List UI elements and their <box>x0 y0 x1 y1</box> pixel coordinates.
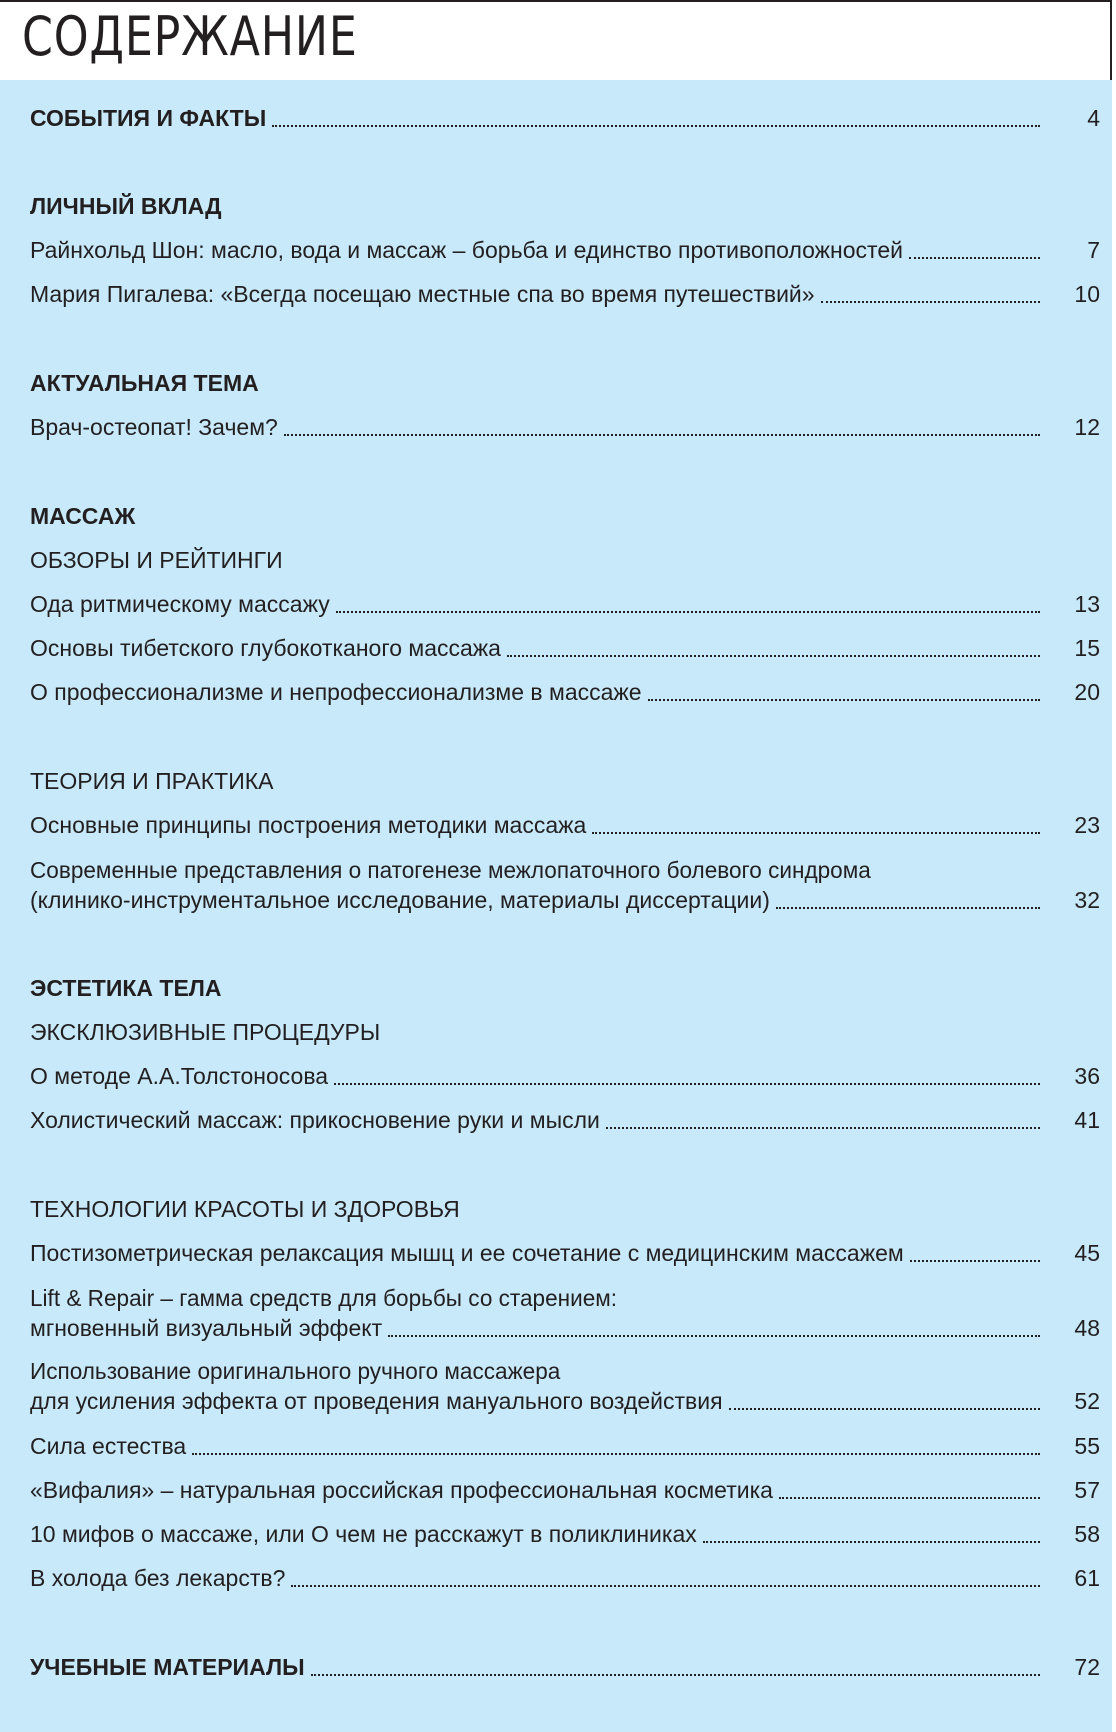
page-number: 23 <box>1074 812 1100 838</box>
subsection-heading: ЭКСКЛЮЗИВНЫЕ ПРОЦЕДУРЫ <box>30 1019 381 1045</box>
entry-title: Постизометрическая релаксация мышц и ее сочетание с медицинским массажем <box>30 1240 904 1266</box>
leader-dots <box>336 609 1040 613</box>
entry-title: Холистический массаж: прикосновение руки и мысли <box>30 1107 600 1133</box>
toc-entry[interactable] <box>30 272 1100 316</box>
toc-entry[interactable] <box>30 1512 1100 1556</box>
toc-entry-training[interactable] <box>30 1645 1100 1689</box>
leader-dots <box>284 432 1040 436</box>
toc-entry[interactable] <box>30 1424 1100 1468</box>
page-number: 15 <box>1074 635 1100 661</box>
entry-title: О методе А.А.Толстоносова <box>30 1063 329 1089</box>
leader-dots <box>334 1081 1040 1085</box>
entry-title-line2: мгновенный визуальный эффект <box>30 1315 383 1341</box>
entry-title: В холода без лекарств? <box>30 1565 286 1591</box>
page-number: 48 <box>1074 1315 1100 1341</box>
toc-entry[interactable] <box>30 1054 1100 1098</box>
page-number: 10 <box>1074 281 1100 307</box>
page-number: 36 <box>1074 1063 1100 1089</box>
leader-dots <box>507 653 1040 657</box>
entry-title: О профессионализме и непрофессионализме в массаже <box>30 679 642 705</box>
entry-title: Врач-остеопат! Зачем? <box>30 414 278 440</box>
page-number: 12 <box>1074 414 1100 440</box>
toc-entry[interactable] <box>30 405 1100 449</box>
leader-dots <box>776 905 1040 909</box>
subsection-heading: ОБЗОРЫ И РЕЙТИНГИ <box>30 547 283 573</box>
section-heading: АКТУАЛЬНАЯ ТЕМА <box>30 370 259 396</box>
section-heading: ЭСТЕТИКА ТЕЛА <box>30 975 222 1001</box>
entry-title: Райнхольд Шон: масло, вода и массаж – борьба и единство противоположностей <box>30 237 903 263</box>
toc-entry-events[interactable] <box>30 96 1100 140</box>
entry-title: «Вифалия» – натуральная российская профессиональная косметика <box>30 1477 773 1503</box>
leader-dots <box>311 1672 1040 1676</box>
page-number: 13 <box>1074 591 1100 617</box>
leader-dots <box>821 299 1040 303</box>
leader-dots <box>272 123 1040 127</box>
toc-entry[interactable] <box>30 626 1100 670</box>
leader-dots <box>606 1125 1040 1129</box>
toc-entry-multiline[interactable] <box>30 855 1100 935</box>
toc-entry[interactable] <box>30 582 1100 626</box>
entry-title-line2: для усиления эффекта от проведения мануального воздействия <box>30 1388 723 1414</box>
section-heading: МАССАЖ <box>30 503 136 529</box>
entry-title: 10 мифов о массаже, или О чем не расскажут в поликлиниках <box>30 1521 697 1547</box>
leader-dots <box>729 1406 1040 1410</box>
subsection-heading: ТЕХНОЛОГИИ КРАСОТЫ И ЗДОРОВЬЯ <box>30 1196 460 1222</box>
subsection-heading: ТЕОРИЯ И ПРАКТИКА <box>30 768 274 794</box>
entry-title: Мария Пигалева: «Всегда посещаю местные спа во время путешествий» <box>30 281 815 307</box>
leader-dots <box>703 1539 1040 1543</box>
toc-entry[interactable] <box>30 1098 1100 1142</box>
page-title: СОДЕРЖАНИЕ <box>22 5 358 68</box>
section-heading: ЛИЧНЫЙ ВКЛАД <box>30 193 222 219</box>
entry-title-line1: Lift & Repair – гамма средств для борьбы со старением: <box>30 1285 618 1311</box>
page-number: 20 <box>1074 679 1100 705</box>
entry-title: Ода ритмическому массажу <box>30 591 330 617</box>
entry-title: Основы тибетского глубокотканого массажа <box>30 635 501 661</box>
leader-dots <box>192 1451 1040 1455</box>
leader-dots <box>648 697 1040 701</box>
section-heading: СОБЫТИЯ И ФАКТЫ <box>30 105 267 131</box>
toc-entry[interactable] <box>30 1556 1100 1600</box>
toc-entry[interactable] <box>30 803 1100 847</box>
page-number: 32 <box>1074 887 1100 913</box>
leader-dots <box>909 255 1040 259</box>
page-number: 57 <box>1074 1477 1100 1503</box>
toc-entry[interactable] <box>30 228 1100 272</box>
entry-title-line1: Использование оригинального ручного массажера <box>30 1358 561 1384</box>
toc-entry[interactable] <box>30 1468 1100 1512</box>
toc-entry-multiline[interactable] <box>30 1283 1100 1363</box>
toc-entry[interactable] <box>30 670 1100 714</box>
entry-title: Сила естества <box>30 1433 187 1459</box>
leader-dots <box>291 1583 1040 1587</box>
entry-title-line1: Современные представления о патогенезе межлопаточного болевого синдрома <box>30 857 871 883</box>
leader-dots <box>592 830 1040 834</box>
page-number: 55 <box>1074 1433 1100 1459</box>
toc-entry[interactable] <box>30 1231 1100 1275</box>
entry-title: Основные принципы построения методики массажа <box>30 812 587 838</box>
page-number: 41 <box>1074 1107 1100 1133</box>
leader-dots <box>910 1258 1040 1262</box>
page-number: 45 <box>1074 1240 1100 1266</box>
section-heading: УЧЕБНЫЕ МАТЕРИАЛЫ <box>30 1654 305 1680</box>
page-number: 58 <box>1074 1521 1100 1547</box>
entry-title-line2: (клинико-инструментальное исследование, материалы диссертации) <box>30 887 770 913</box>
page-number: 52 <box>1074 1388 1100 1414</box>
page-number: 61 <box>1074 1565 1100 1591</box>
leader-dots <box>779 1495 1040 1499</box>
page-number: 72 <box>1074 1654 1100 1680</box>
page-number: 4 <box>1087 105 1100 131</box>
leader-dots <box>388 1333 1040 1337</box>
right-rule <box>1110 0 1112 80</box>
page-number: 7 <box>1087 237 1100 263</box>
